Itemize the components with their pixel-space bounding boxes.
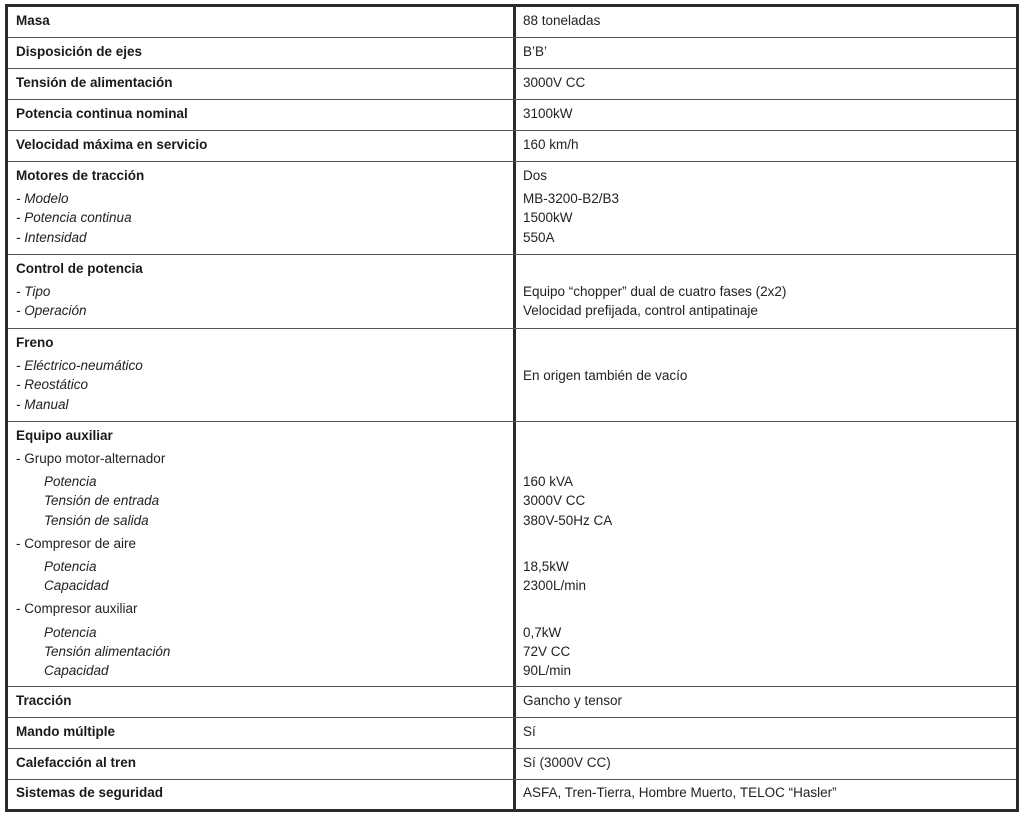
row-label: Tracción bbox=[16, 693, 72, 708]
row-value: ASFA, Tren-Tierra, Hombre Muerto, TELOC “Hasler” bbox=[523, 785, 837, 800]
row-sublabel: Tensión alimentación bbox=[44, 644, 171, 659]
row-value: 3000V CC bbox=[523, 493, 586, 508]
row-sublabel: Tensión de entrada bbox=[44, 493, 160, 508]
row-value: 3000V CC bbox=[523, 75, 586, 90]
row-label: Freno bbox=[16, 335, 54, 350]
table-row bbox=[8, 255, 1016, 329]
row-sublabel: - Modelo bbox=[16, 191, 69, 206]
row-value: B’B’ bbox=[523, 44, 548, 59]
row-value: Sí (3000V CC) bbox=[523, 755, 611, 770]
row-label: Velocidad máxima en servicio bbox=[16, 137, 208, 152]
row-sublabel: Potencia bbox=[44, 625, 97, 640]
table-row bbox=[8, 100, 1016, 131]
row-value: 160 kVA bbox=[523, 474, 574, 489]
row-label: Sistemas de seguridad bbox=[16, 785, 164, 800]
row-sublabel: - Potencia continua bbox=[16, 210, 132, 225]
row-sublabel: - Intensidad bbox=[16, 230, 87, 245]
row-label: Control de potencia bbox=[16, 261, 143, 276]
row-value: Dos bbox=[523, 168, 548, 183]
row-sublabel: Tensión de salida bbox=[44, 513, 149, 528]
row-sublabel: Potencia bbox=[44, 474, 97, 489]
row-value: 2300L/min bbox=[523, 578, 587, 593]
table-row bbox=[8, 422, 1016, 687]
table-row bbox=[8, 7, 1016, 38]
row-sublabel: - Grupo motor-alternador bbox=[16, 451, 166, 466]
table-row bbox=[8, 131, 1016, 162]
table-row bbox=[8, 38, 1016, 69]
row-sublabel: - Operación bbox=[16, 303, 87, 318]
row-value: 90L/min bbox=[523, 663, 572, 678]
row-value: 3100kW bbox=[523, 106, 573, 121]
row-sublabel: - Compresor auxiliar bbox=[16, 601, 138, 616]
table-row bbox=[8, 780, 1016, 809]
row-sublabel: Potencia bbox=[44, 559, 97, 574]
row-label: Calefacción al tren bbox=[16, 755, 137, 770]
row-sublabel: - Compresor de aire bbox=[16, 536, 137, 551]
row-value: 1500kW bbox=[523, 210, 573, 225]
table-row bbox=[8, 69, 1016, 100]
row-value: 72V CC bbox=[523, 644, 571, 659]
table-row bbox=[8, 162, 1016, 255]
row-label: Mando múltiple bbox=[16, 724, 115, 739]
row-label: Equipo auxiliar bbox=[16, 428, 113, 443]
row-sublabel: - Reostático bbox=[16, 377, 89, 392]
row-value: Equipo “chopper” dual de cuatro fases (2x2) bbox=[523, 284, 787, 299]
row-sublabel: - Tipo bbox=[16, 284, 51, 299]
row-value: MB-3200-B2/B3 bbox=[523, 191, 620, 206]
row-label: Potencia continua nominal bbox=[16, 106, 188, 121]
row-sublabel: Capacidad bbox=[44, 578, 109, 593]
row-value: Velocidad prefijada, control antipatinaje bbox=[523, 303, 758, 318]
row-label: Tensión de alimentación bbox=[16, 75, 173, 90]
row-sublabel: - Eléctrico-neumático bbox=[16, 358, 143, 373]
row-sublabel: - Manual bbox=[16, 397, 69, 412]
table-row bbox=[8, 718, 1016, 749]
row-value: Sí bbox=[523, 724, 536, 739]
row-value: 550A bbox=[523, 230, 555, 245]
specifications-table bbox=[5, 4, 1019, 812]
row-value: 160 km/h bbox=[523, 137, 579, 152]
row-value: Gancho y tensor bbox=[523, 693, 623, 708]
row-value: 18,5kW bbox=[523, 559, 569, 574]
table-row bbox=[8, 687, 1016, 718]
row-value: En origen también de vacío bbox=[523, 368, 688, 383]
row-value: 88 toneladas bbox=[523, 13, 601, 28]
row-label: Disposición de ejes bbox=[16, 44, 143, 59]
table-row bbox=[8, 329, 1016, 422]
table-row bbox=[8, 749, 1016, 780]
row-label: Motores de tracción bbox=[16, 168, 145, 183]
row-value: 0,7kW bbox=[523, 625, 562, 640]
row-sublabel: Capacidad bbox=[44, 663, 109, 678]
row-value: 380V-50Hz CA bbox=[523, 513, 613, 528]
row-label: Masa bbox=[16, 13, 50, 28]
